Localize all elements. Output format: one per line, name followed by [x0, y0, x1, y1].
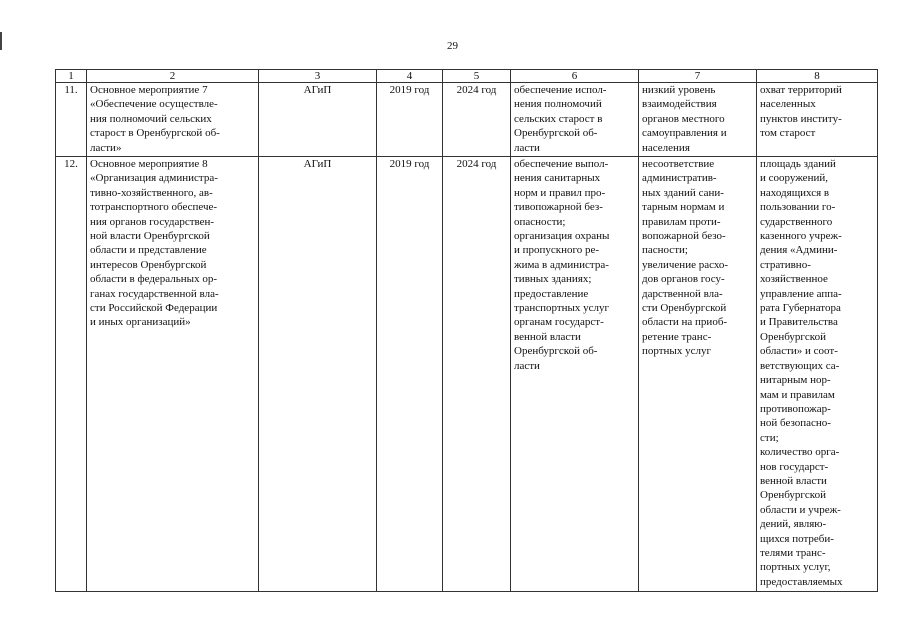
text-line: области в федеральных ор- — [90, 273, 217, 286]
text-line: правилам проти- — [642, 215, 721, 228]
text-line: щихся потреби- — [760, 532, 834, 545]
text-line: вопожарной безо- — [642, 230, 726, 243]
text-line: ных зданий сани- — [642, 186, 724, 199]
text-line: противопожар- — [760, 402, 831, 415]
text-line: и пропускного ре- — [514, 244, 600, 257]
text-line: сти Оренбургской — [642, 302, 727, 315]
text-line: и иных организаций» — [90, 316, 191, 329]
text-line: сти Российской Федерации — [90, 302, 218, 315]
text-line: и Правительства — [760, 316, 838, 329]
text-line: ветствующих са- — [760, 359, 840, 372]
result-cell — [511, 83, 639, 157]
text-line: сти; — [760, 431, 779, 444]
text-line: самоуправления и — [642, 127, 727, 140]
text-line: органам государст- — [514, 316, 604, 329]
text-line: пользовании го- — [760, 201, 836, 214]
consequences-cell — [639, 83, 757, 157]
end-year-cell: 2024 год — [443, 83, 511, 157]
header-cell: 1 — [56, 70, 87, 83]
start-year-cell: 2019 год — [377, 83, 443, 157]
text-line: организация охраны — [514, 230, 610, 243]
text-line: тотранспортного обеспече- — [90, 201, 218, 214]
header-cell: 6 — [511, 70, 639, 83]
text-line: находящихся в — [760, 186, 830, 199]
text-line: Оренбургской об- — [514, 345, 598, 358]
text-line: ной безопасно- — [760, 417, 831, 430]
table-header-row — [56, 70, 878, 83]
text-line: Основное мероприятие 7 — [90, 84, 208, 96]
text-line: сельских старост в — [514, 112, 603, 125]
text-line: площадь зданий — [760, 158, 836, 170]
start-year-cell: 2019 год — [377, 157, 443, 592]
text-line: телями транс- — [760, 546, 826, 559]
indicators-cell — [757, 83, 878, 157]
text-line: нения санитарных — [514, 172, 601, 185]
consequences-cell — [639, 157, 757, 592]
row-number: 12. — [56, 157, 87, 592]
text-line: рата Губернатора — [760, 302, 841, 315]
header-cell: 4 — [377, 70, 443, 83]
text-line: обеспечение выпол- — [514, 158, 609, 170]
text-line: нов государст- — [760, 460, 829, 473]
text-line: норм и правил про- — [514, 186, 606, 199]
indicators-cell — [757, 157, 878, 592]
text-line: и сооружений, — [760, 172, 828, 185]
text-line: ния полномочий сельских — [90, 112, 212, 125]
text-line: ретение транс- — [642, 330, 712, 343]
text-line: пунктов институ- — [760, 112, 842, 125]
text-line: населения — [642, 141, 690, 154]
text-line: Основное мероприятие 8 — [90, 158, 208, 170]
text-line: ной власти Оренбургской — [90, 230, 210, 243]
text-line: венной власти — [514, 330, 581, 343]
result-cell — [511, 157, 639, 592]
table-row — [56, 83, 878, 157]
text-line: нитарным нор- — [760, 374, 831, 387]
text-line: мам и правилам — [760, 388, 835, 401]
text-line: взаимодействия — [642, 98, 717, 111]
text-line: ния органов государствен- — [90, 215, 215, 228]
text-line: дарственной вла- — [642, 287, 723, 300]
text-line: области и представление — [90, 244, 207, 257]
header-cell: 7 — [639, 70, 757, 83]
text-line: старост в Оренбургской об- — [90, 127, 220, 140]
text-line: обеспечение испол- — [514, 84, 607, 96]
text-line: тарным нормам и — [642, 201, 725, 214]
text-line: ласти — [514, 141, 540, 154]
text-line: предоставление — [514, 287, 589, 300]
text-line: дения «Админи- — [760, 244, 838, 257]
text-line: сударственного — [760, 215, 833, 228]
text-line: пасности; — [642, 244, 688, 257]
header-cell: 8 — [757, 70, 878, 83]
row-number: 11. — [56, 83, 87, 157]
text-line: увеличение расхо- — [642, 258, 729, 271]
text-line: транспортных услуг — [514, 302, 610, 315]
text-line: Оренбургской — [760, 330, 826, 343]
text-line: управление аппа- — [760, 287, 842, 300]
text-line: области на приоб- — [642, 316, 728, 329]
text-line: охват территорий — [760, 84, 842, 96]
measure-cell — [87, 157, 259, 592]
header-cell: 2 — [87, 70, 259, 83]
text-line: венной власти — [760, 474, 827, 487]
text-line: низкий уровень — [642, 84, 716, 96]
text-line: тивопожарной без- — [514, 201, 603, 214]
text-line: предоставляемых — [760, 575, 843, 588]
text-line: портных услуг, — [760, 561, 831, 574]
text-line: количество орга- — [760, 446, 840, 459]
text-line: «Организация администра- — [90, 172, 218, 185]
end-year-cell: 2024 год — [443, 157, 511, 592]
text-line: дов органов госу- — [642, 273, 725, 286]
text-line: области» и соот- — [760, 345, 838, 358]
executor-cell: АГиП — [259, 157, 377, 592]
text-line: дений, являю- — [760, 518, 827, 531]
measure-cell — [87, 83, 259, 157]
header-cell: 3 — [259, 70, 377, 83]
header-cell: 5 — [443, 70, 511, 83]
text-line: жима в администра- — [514, 258, 609, 271]
text-line: том старост — [760, 127, 816, 140]
table-row — [56, 157, 878, 592]
text-line: «Обеспечение осуществле- — [90, 98, 218, 111]
text-line: органов местного — [642, 112, 725, 125]
measures-table — [55, 69, 878, 592]
text-line: тивных зданиях; — [514, 273, 592, 286]
text-line: Оренбургской об- — [514, 127, 598, 140]
text-line: казенного учреж- — [760, 230, 842, 243]
text-line: несоответствие — [642, 158, 715, 170]
text-line: ганах государственной вла- — [90, 287, 219, 300]
text-line: тивно-хозяйственного, ав- — [90, 186, 213, 199]
text-line: интересов Оренбургской — [90, 258, 207, 271]
executor-cell: АГиП — [259, 83, 377, 157]
text-line: портных услуг — [642, 345, 711, 358]
text-line: опасности; — [514, 215, 566, 228]
text-line: нения полномочий — [514, 98, 602, 111]
text-line: стративно- — [760, 258, 811, 271]
text-line: ласти — [514, 359, 540, 372]
text-line: области и учреж- — [760, 503, 841, 516]
text-line: населенных — [760, 98, 816, 111]
text-line: ласти» — [90, 141, 122, 154]
text-line: Оренбургской — [760, 489, 826, 502]
text-line: административ- — [642, 172, 717, 185]
page-number: 29 — [447, 40, 458, 52]
text-line: хозяйственное — [760, 273, 828, 286]
